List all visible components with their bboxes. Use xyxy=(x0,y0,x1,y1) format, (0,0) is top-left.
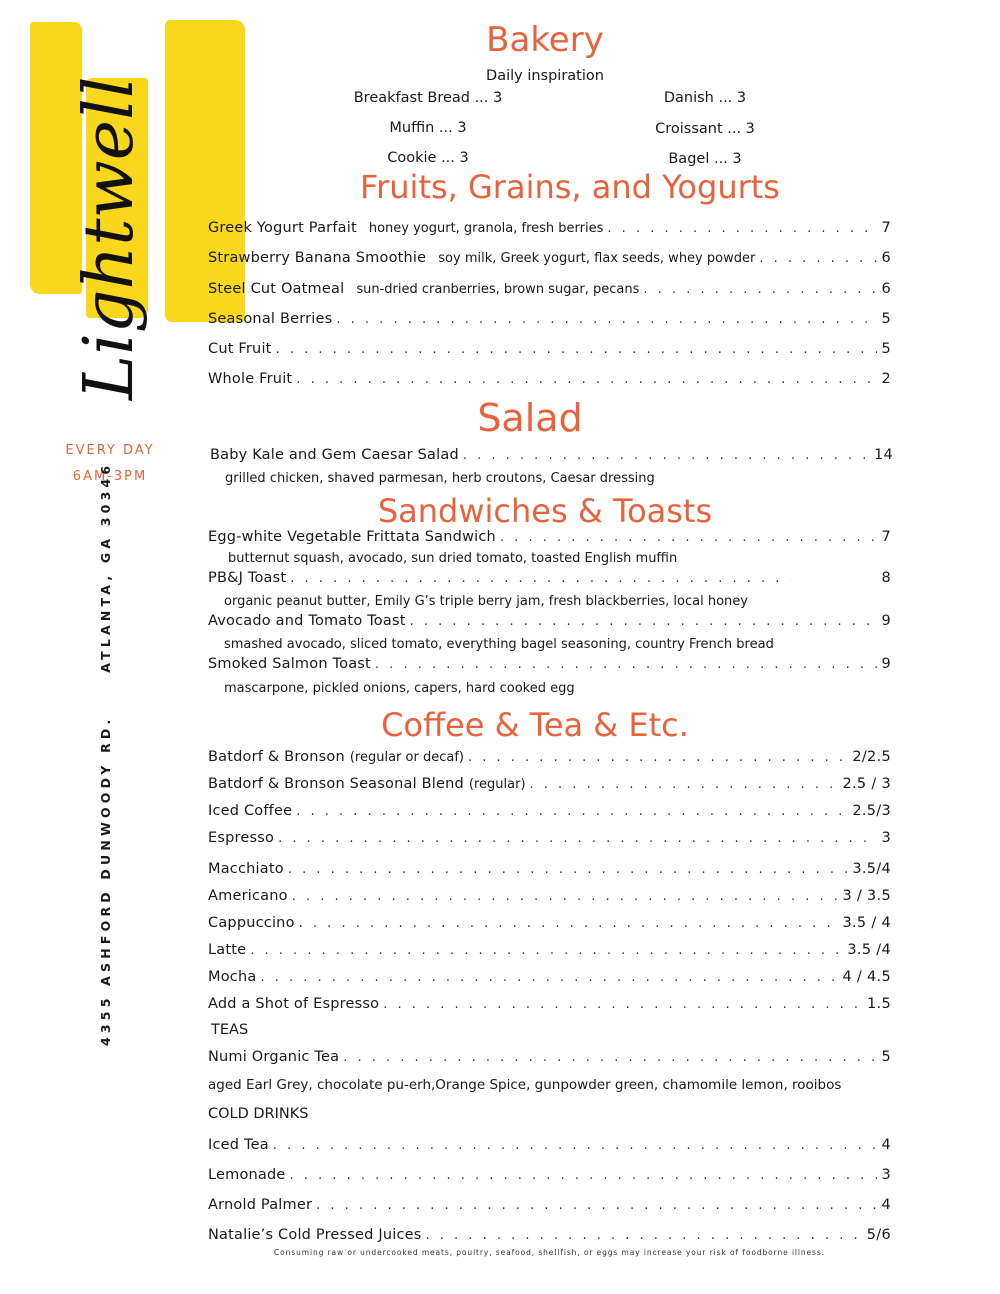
item-name: Baby Kale and Gem Caesar Salad xyxy=(210,447,459,463)
item-price: 3.5 / 4 xyxy=(842,915,891,931)
item-name: Mocha xyxy=(208,969,257,985)
dot-leader xyxy=(759,251,877,266)
item-name: Whole Fruit xyxy=(208,371,293,387)
dot-leader xyxy=(530,777,839,792)
dot-leader xyxy=(292,889,839,904)
menu-item xyxy=(208,830,891,846)
item-price: 2 xyxy=(881,371,891,387)
food-safety-disclaimer: Consuming raw or undercooked meats, poultry, seafood, shellfish, or eggs may increase your risk of foodborne illness. xyxy=(274,1248,825,1257)
item-price: 7 xyxy=(881,529,891,545)
item-price: 5/6 xyxy=(866,1227,891,1243)
item-price: 5 xyxy=(881,341,891,357)
hours-time: 6AM-3PM xyxy=(72,469,148,484)
item-name: Avocado and Tomato Toast xyxy=(208,613,406,629)
bakery-item: Bagel ... 3 xyxy=(668,151,742,167)
sandwiches-heading: Sandwiches & Toasts xyxy=(377,492,713,530)
menu-item xyxy=(208,749,891,765)
item-name: Smoked Salmon Toast xyxy=(208,656,371,672)
menu-item xyxy=(208,888,891,904)
dot-leader xyxy=(410,614,878,629)
item-name: Iced Tea xyxy=(208,1137,269,1153)
item-name: Macchiato xyxy=(208,861,284,877)
item-description: grilled chicken, shaved parmesan, herb croutons, Caesar dressing xyxy=(225,471,655,486)
item-name: Arnold Palmer xyxy=(208,1197,313,1213)
menu-item xyxy=(208,1227,891,1243)
item-description: soy milk, Greek yogurt, flax seeds, whey powder xyxy=(438,251,756,266)
menu-item xyxy=(208,656,891,672)
item-price: 8 xyxy=(881,570,891,586)
item-description: sun-dried cranberries, brown sugar, pecans xyxy=(356,282,640,297)
menu-item xyxy=(208,613,891,629)
menu-item xyxy=(208,776,891,792)
dot-leader xyxy=(607,221,877,236)
menu-item xyxy=(208,529,891,545)
menu-item xyxy=(208,311,891,327)
item-name: PB&J Toast xyxy=(208,570,287,586)
item-price: 3.5 /4 xyxy=(847,942,891,958)
dot-leader xyxy=(250,943,843,958)
item-description: (regular or decaf) xyxy=(349,750,464,765)
item-name: Lemonade xyxy=(208,1167,286,1183)
bakery-item: Danish ... 3 xyxy=(663,90,747,106)
bakery-heading: Bakery xyxy=(486,20,604,60)
dot-leader xyxy=(316,1198,877,1213)
brand-stripe xyxy=(165,20,245,322)
teas-label: TEAS xyxy=(211,1022,249,1038)
dot-leader xyxy=(500,530,878,545)
menu-item xyxy=(208,1137,891,1153)
menu-item xyxy=(208,1197,891,1213)
menu-item xyxy=(208,996,891,1012)
brand-logo-text: Lightwell xyxy=(70,76,149,400)
bakery-item: Breakfast Bread ... 3 xyxy=(353,90,503,106)
dot-leader xyxy=(260,970,838,985)
dot-leader xyxy=(463,448,870,463)
bakery-item: Cookie ... 3 xyxy=(387,150,469,166)
item-price: 3 xyxy=(881,830,891,846)
dot-leader xyxy=(296,372,877,387)
item-price: 5 xyxy=(881,311,891,327)
menu-item xyxy=(208,250,891,266)
item-price: 6 xyxy=(881,281,891,297)
dot-leader xyxy=(336,312,877,327)
item-price: 3 / 3.5 xyxy=(842,888,891,904)
menu-item xyxy=(208,341,891,357)
menu-item xyxy=(208,861,891,877)
item-price: 6 xyxy=(881,250,891,266)
dot-leader xyxy=(288,862,849,877)
menu-item xyxy=(208,942,891,958)
item-description: organic peanut butter, Emily G’s triple berry jam, fresh blackberries, local honey xyxy=(224,594,748,609)
menu-item xyxy=(208,1167,891,1183)
address-text: 4355 ASHFORD DUNWOODY RD. ATLANTA, GA 30346 xyxy=(98,461,113,1046)
item-price: 2.5 / 3 xyxy=(842,776,891,792)
item-description: smashed avocado, sliced tomato, everything bagel seasoning, country French bread xyxy=(224,637,774,652)
dot-leader xyxy=(290,1168,878,1183)
menu-item xyxy=(208,915,891,931)
item-name: Numi Organic Tea xyxy=(208,1049,340,1065)
menu-item xyxy=(208,803,891,819)
menu-item xyxy=(208,969,891,985)
item-price: 2.5/3 xyxy=(852,803,891,819)
dot-leader xyxy=(278,831,877,846)
tea-flavors: aged Earl Grey, chocolate pu-erh,Orange Spice, gunpowder green, chamomile lemon, rooibos xyxy=(208,1077,842,1093)
bakery-subtitle: Daily inspiration xyxy=(486,68,604,84)
dot-leader xyxy=(643,282,877,297)
dot-leader xyxy=(276,342,878,357)
cold-drinks-label: COLD DRINKS xyxy=(208,1106,309,1122)
dot-leader xyxy=(383,997,863,1012)
dot-leader xyxy=(343,1050,877,1065)
item-price: 7 xyxy=(881,220,891,236)
menu-item xyxy=(208,1049,891,1065)
item-description: butternut squash, avocado, sun dried tomato, toasted English muffin xyxy=(228,551,678,566)
dot-leader xyxy=(296,804,848,819)
item-price: 4 xyxy=(881,1197,891,1213)
dot-leader xyxy=(273,1138,878,1153)
fruits-heading: Fruits, Grains, and Yogurts xyxy=(360,168,780,206)
item-name: Cut Fruit xyxy=(208,341,272,357)
item-name: Egg-white Vegetable Frittata Sandwich xyxy=(208,529,496,545)
item-price: 14 xyxy=(873,447,893,463)
item-description: (regular) xyxy=(468,777,526,792)
brand-logo xyxy=(40,30,150,410)
item-price: 3 xyxy=(881,1167,891,1183)
salad-heading: Salad xyxy=(477,396,583,440)
dot-leader xyxy=(375,657,878,672)
item-price: 3.5/4 xyxy=(852,861,891,877)
menu-item xyxy=(208,220,891,236)
item-name: Steel Cut Oatmeal xyxy=(208,281,345,297)
item-name: Natalie’s Cold Pressed Juices xyxy=(208,1227,422,1243)
menu-item xyxy=(208,281,891,297)
item-name: Batdorf & Bronson Seasonal Blend xyxy=(208,776,464,792)
item-name: Batdorf & Bronson xyxy=(208,749,345,765)
dot-leader xyxy=(290,571,791,586)
item-name: Iced Coffee xyxy=(208,803,293,819)
dot-leader xyxy=(299,916,839,931)
menu-item xyxy=(210,447,893,463)
item-name: Strawberry Banana Smoothie xyxy=(208,250,427,266)
coffee-heading: Coffee & Tea & Etc. xyxy=(381,706,689,744)
item-price: 1.5 xyxy=(867,996,891,1012)
item-name: Latte xyxy=(208,942,247,958)
item-name: Greek Yogurt Parfait xyxy=(208,220,357,236)
item-name: Seasonal Berries xyxy=(208,311,333,327)
item-description: honey yogurt, granola, fresh berries xyxy=(368,221,604,236)
item-price: 9 xyxy=(881,656,891,672)
menu-item xyxy=(208,570,891,586)
menu-item xyxy=(208,371,891,387)
hours-label: EVERY DAY xyxy=(65,443,155,458)
item-price: 4 / 4.5 xyxy=(842,969,891,985)
item-price: 4 xyxy=(881,1137,891,1153)
item-price: 9 xyxy=(881,613,891,629)
bakery-item: Muffin ... 3 xyxy=(389,120,467,136)
dot-leader xyxy=(468,750,848,765)
item-name: Cappuccino xyxy=(208,915,295,931)
item-price: 5 xyxy=(881,1049,891,1065)
dot-leader xyxy=(426,1228,863,1243)
item-name: Espresso xyxy=(208,830,275,846)
bakery-item: Croissant ... 3 xyxy=(655,121,755,137)
item-description: mascarpone, pickled onions, capers, hard cooked egg xyxy=(224,681,575,696)
item-name: Americano xyxy=(208,888,288,904)
item-name: Add a Shot of Espresso xyxy=(208,996,380,1012)
item-price: 2/2.5 xyxy=(852,749,891,765)
